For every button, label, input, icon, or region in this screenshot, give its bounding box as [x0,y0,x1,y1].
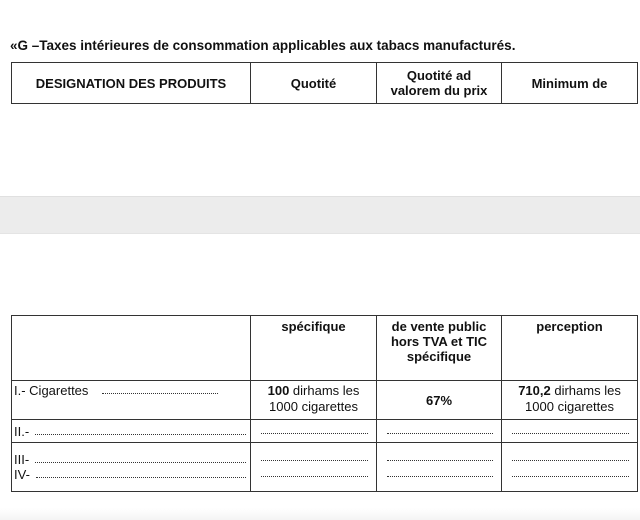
header-vente-line3: spécifique [406,349,472,364]
header-vente-line1: de vente public [391,319,487,334]
row-ii-label-cell [12,420,251,443]
row-iii-label: III- [14,452,30,467]
row-ii-quotite [251,420,377,443]
page-separator [0,196,640,234]
row-ii-minimum [502,420,638,443]
dotted-leader [35,461,246,463]
cigarettes-quotite-unit: dirhams les [289,383,360,398]
dotted-leader [36,476,246,478]
table-row [12,381,638,420]
col-designation: DESIGNATION DES PRODUITS [12,63,251,104]
cigarettes-minimum-line2: 1000 cigarettes [525,399,614,414]
col-ad-valorem-line1: Quotité ad [406,68,472,83]
row-iii-iv-ad-valorem [377,443,502,492]
header-cell-vente [377,316,502,381]
tax-table [11,315,638,492]
header-vente-line2: hors TVA et TIC [390,334,488,349]
header-table [11,62,638,104]
row-iii-iv-label-cell [12,443,251,492]
cigarettes-quotite-line2: 1000 cigarettes [269,399,358,414]
cigarettes-minimum-unit: dirhams les [550,383,621,398]
row-iii-iv-minimum [502,443,638,492]
row-iv-label: IV- [14,467,30,482]
row-iii-iv-quotite [251,443,377,492]
header-cell-specifique: spécifique [251,316,377,381]
cigarettes-ad-valorem: 67% [377,381,502,420]
section-title: «G –Taxes intérieures de consommation applicables aux tabacs manufacturés. [10,38,516,53]
table-row [12,443,638,492]
cigarettes-quotite-cell [251,381,377,420]
page-bottom-edge [0,508,640,520]
col-ad-valorem-line2: valorem du prix [390,83,488,98]
dotted-leader [35,433,246,435]
header-cell-empty [12,316,251,381]
cigarettes-minimum-cell [502,381,638,420]
col-minimum: Minimum de [502,63,638,104]
cigarettes-minimum-number: 710,2 [518,383,551,398]
table-row [12,420,638,443]
cigarettes-quotite-number: 100 [267,383,290,398]
cigarettes-label: I.- Cigarettes [14,383,89,398]
col-ad-valorem [377,63,502,104]
header-cell-perception: perception [502,316,638,381]
col-quotite: Quotité [251,63,377,104]
dotted-leader [102,392,218,394]
table-header-row [12,316,638,381]
row-ii-ad-valorem [377,420,502,443]
row-ii-label: II.- [14,423,30,439]
cigarettes-label-cell [12,381,251,420]
